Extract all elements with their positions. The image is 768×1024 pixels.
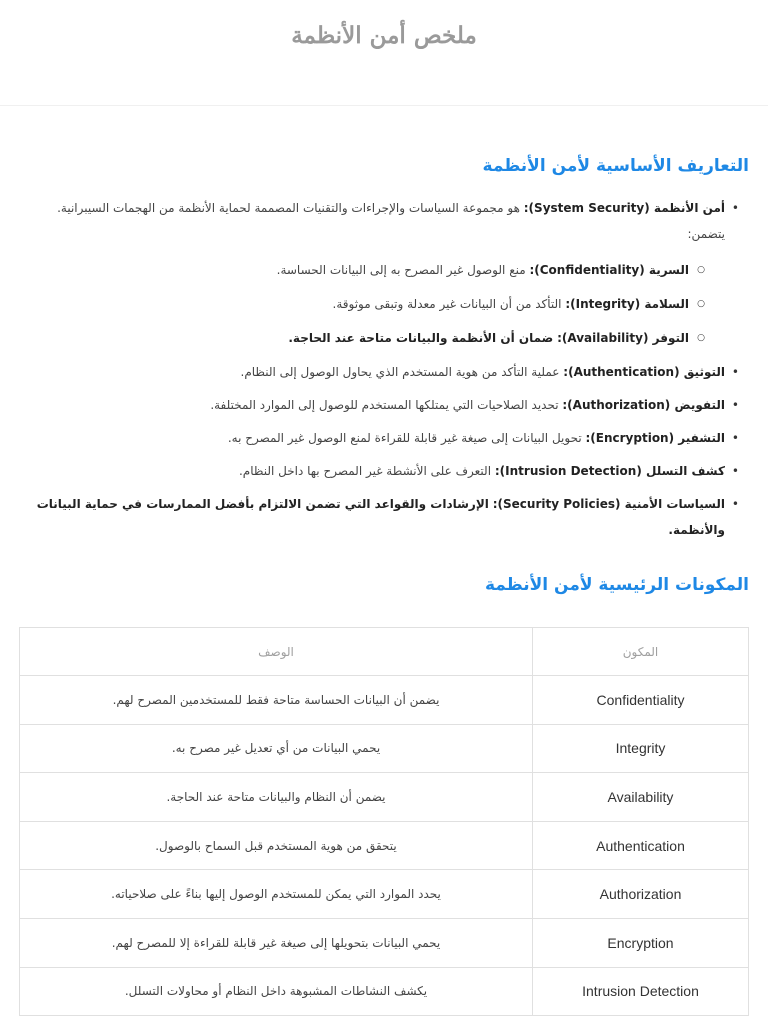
table-header-row	[20, 628, 749, 676]
table-row	[20, 870, 749, 919]
table-cell-description: يتحقق من هوية المستخدم قبل السماح بالوصول.	[20, 821, 533, 870]
table-cell-description: يكشف النشاطات المشبوهة داخل النظام أو محاولات التسلل.	[20, 967, 533, 1016]
page-title: ملخص أمن الأنظمة	[291, 22, 477, 49]
main-content	[0, 154, 768, 1016]
definition-term: كشف التسلل (Intrusion Detection):	[494, 464, 725, 478]
table-row	[20, 918, 749, 967]
table-cell-description: يحمي البيانات بتحويلها إلى صيغة غير قابلة للقراءة إلا للمصرح لهم.	[20, 918, 533, 967]
table-cell-component: Authorization	[533, 870, 749, 919]
definition-term: التوثيق (Authentication):	[563, 365, 725, 379]
definition-intrusion-detection	[25, 458, 725, 484]
table-row	[20, 773, 749, 822]
sub-definition-availability	[25, 325, 689, 351]
table-cell-description: يضمن أن النظام والبيانات متاحة عند الحاجة.	[20, 773, 533, 822]
definition-authentication	[25, 359, 725, 385]
definition-system-security	[25, 195, 725, 351]
sub-definition-confidentiality	[25, 257, 689, 283]
table-cell-description: يضمن أن البيانات الحساسة متاحة فقط للمستخدمين المصرح لهم.	[20, 676, 533, 725]
sub-definition-term: التوفر (Availability):	[557, 331, 689, 345]
table-cell-component: Confidentiality	[533, 676, 749, 725]
sub-definitions-list	[25, 257, 725, 351]
table-row	[20, 967, 749, 1016]
definition-term: السياسات الأمنية (Security Policies):	[492, 497, 725, 511]
sub-definition-desc: التأكد من أن البيانات غير معدلة وتبقى موثوقة.	[332, 297, 562, 311]
table-cell-description: يحمي البيانات من أي تعديل غير مصرح به.	[20, 724, 533, 773]
definition-desc: تحويل البيانات إلى صيغة غير قابلة للقراءة لمنع الوصول غير المصرح به.	[227, 431, 582, 445]
table-header-component: المكون	[533, 628, 749, 676]
table-cell-component: Encryption	[533, 918, 749, 967]
definitions-list	[19, 195, 749, 543]
section-title-definitions: التعاريف الأساسية لأمن الأنظمة	[482, 156, 749, 176]
components-table	[19, 627, 749, 1016]
sub-definition-integrity	[25, 291, 689, 317]
definition-term: أمن الأنظمة (System Security):	[523, 201, 725, 215]
definition-term: التفويض (Authorization):	[562, 398, 725, 412]
table-row	[20, 724, 749, 773]
definition-desc: الإرشادات والقواعد التي تضمن الالتزام بأفضل الممارسات في حماية البيانات والأنظمة.	[36, 497, 725, 537]
section-title-components: المكونات الرئيسية لأمن الأنظمة	[484, 575, 749, 595]
table-cell-component: Integrity	[533, 724, 749, 773]
sub-definition-term: السلامة (Integrity):	[565, 297, 689, 311]
definition-term: التشفير (Encryption):	[585, 431, 725, 445]
definition-desc: هو مجموعة السياسات والإجراءات والتقنيات المصممة لحماية الأنظمة من الهجمات السيبرانية. يتضمن:	[57, 201, 725, 241]
sub-definition-desc: منع الوصول غير المصرح به إلى البيانات الحساسة.	[276, 263, 526, 277]
table-cell-description: يحدد الموارد التي يمكن للمستخدم الوصول إليها بناءً على صلاحياته.	[20, 870, 533, 919]
definition-security-policies	[25, 491, 725, 543]
definition-desc: تحديد الصلاحيات التي يمتلكها المستخدم للوصول إلى الموارد المختلفة.	[210, 398, 559, 412]
table-cell-component: Authentication	[533, 821, 749, 870]
table-row	[20, 821, 749, 870]
sub-definition-term: السرية (Confidentiality):	[529, 263, 689, 277]
definition-encryption	[25, 425, 725, 451]
definition-desc: عملية التأكد من هوية المستخدم الذي يحاول الوصول إلى النظام.	[240, 365, 560, 379]
table-header-description: الوصف	[20, 628, 533, 676]
definition-authorization	[25, 392, 725, 418]
table-row	[20, 676, 749, 725]
sub-definition-desc: ضمان أن الأنظمة والبيانات متاحة عند الحاجة.	[288, 331, 554, 345]
table-cell-component: Intrusion Detection	[533, 967, 749, 1016]
table-cell-component: Availability	[533, 773, 749, 822]
page-header	[0, 0, 768, 106]
definition-desc: التعرف على الأنشطة غير المصرح بها داخل النظام.	[238, 464, 492, 478]
